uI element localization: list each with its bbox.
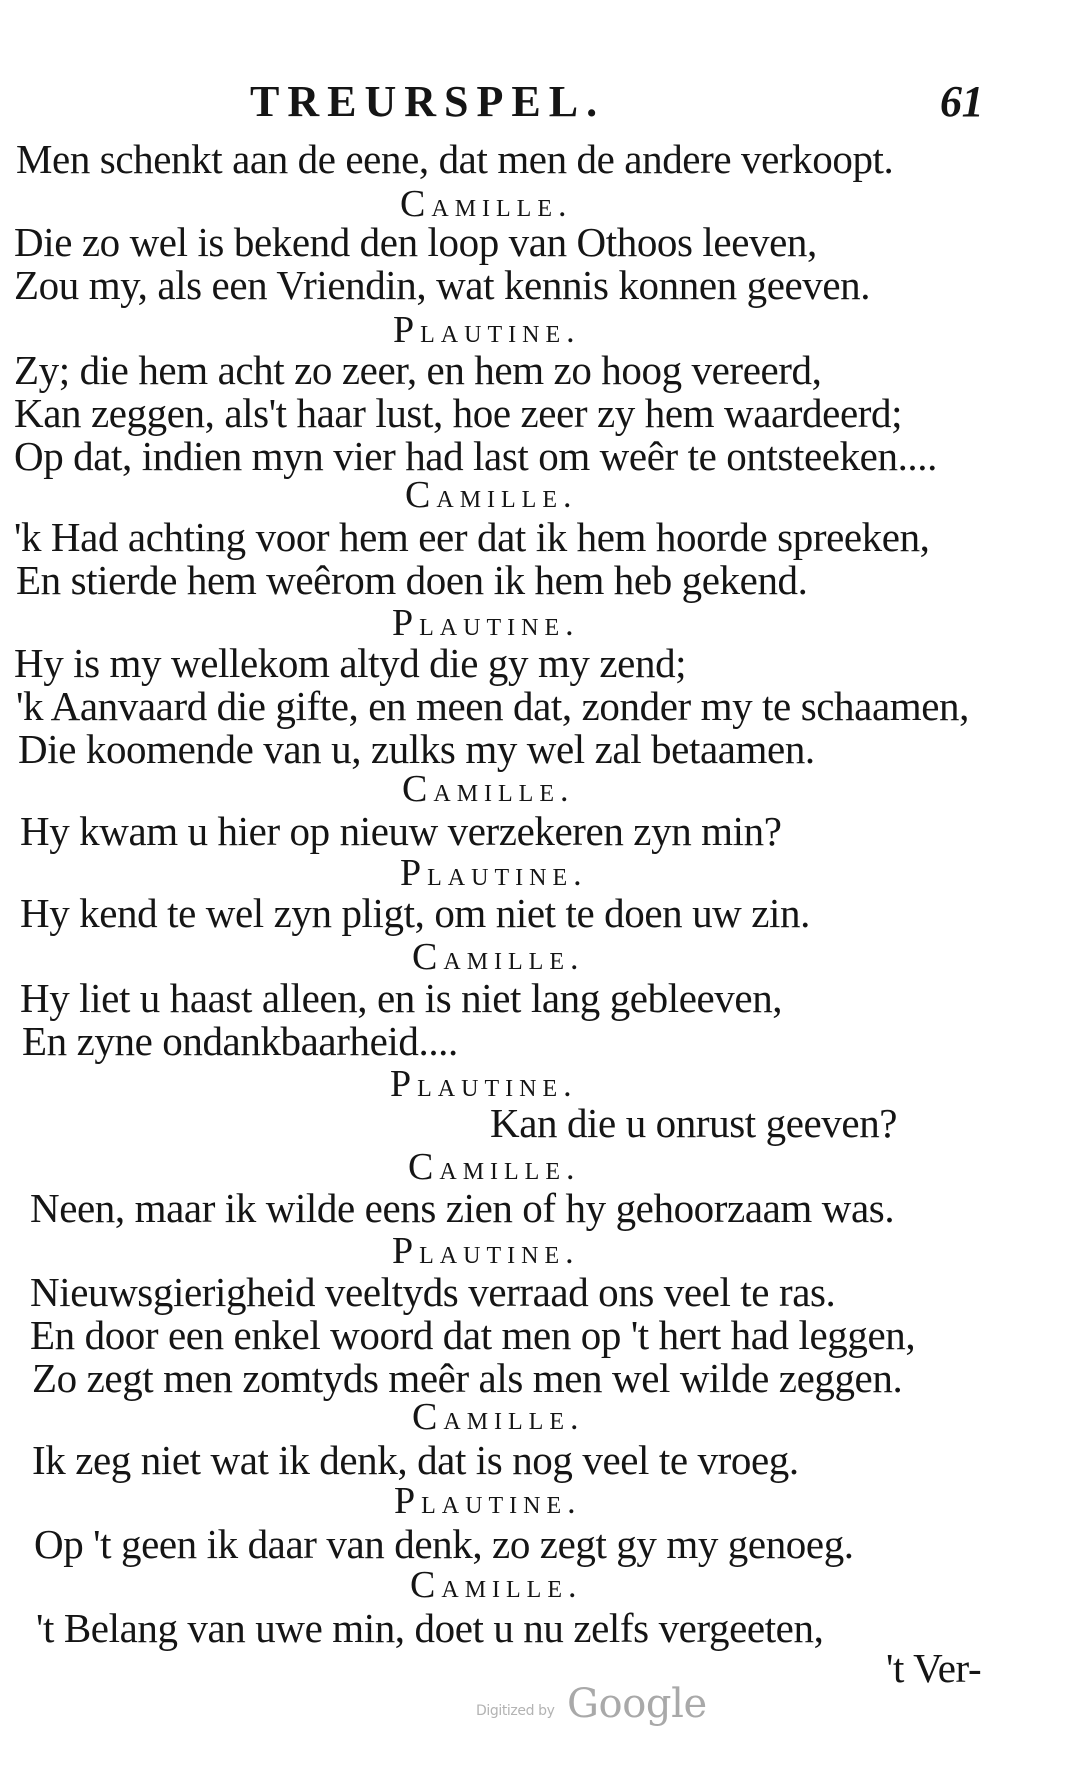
verse-line: Zo zegt men zomtyds meêr als men wel wilde zeggen. [32, 1355, 903, 1401]
speaker-name: Camille. [405, 474, 578, 516]
running-title: TREURSPEL. [250, 77, 606, 126]
page-number: 61 [940, 77, 984, 126]
verse-line: 't Belang van uwe min, doet u nu zelfs vergeeten, [36, 1605, 824, 1651]
speaker-name: Camille. [412, 1396, 585, 1438]
verse-line: En door een enkel woord dat men op 't hert had leggen, [30, 1312, 916, 1358]
verse-line: Die koomende van u, zulks my wel zal betaamen. [18, 726, 815, 772]
speaker-name: Camille. [410, 1564, 583, 1606]
verse-line: Kan die u onrust geeven? [490, 1100, 898, 1146]
verse-line: En zyne ondankbaarheid.... [22, 1018, 458, 1064]
verse-line: Zy; die hem acht zo zeer, en hem zo hoog vereerd, [14, 347, 822, 393]
digitized-by-label: Digitized by [476, 1703, 555, 1719]
speaker-name: Camille. [402, 768, 575, 810]
verse-line: Hy liet u haast alleen, en is niet lang gebleeven, [20, 975, 783, 1021]
verse-line: Op dat, indien myn vier had last om weêr te ontsteeken.... [14, 433, 937, 479]
verse-line: Op 't geen ik daar van denk, zo zegt gy my genoeg. [34, 1521, 854, 1567]
speaker-name: Plautine. [392, 602, 580, 644]
verse-line: Hy kwam u hier op nieuw verzekeren zyn min? [20, 808, 782, 854]
speaker-name: Plautine. [394, 1480, 582, 1522]
verse-line: Zou my, als een Vriendin, wat kennis konnen geeven. [14, 262, 871, 308]
verse-line: 'k Had achting voor hem eer dat ik hem hoorde spreeken, [14, 514, 930, 560]
verse-line: Kan zeggen, als't haar lust, hoe zeer zy hem waardeerd; [14, 390, 903, 436]
speaker-name: Plautine. [400, 852, 588, 894]
verse-line: Men schenkt aan de eene, dat men de andere verkoopt. [16, 136, 894, 182]
speaker-name: Plautine. [393, 309, 581, 351]
verse-line: Hy kend te wel zyn pligt, om niet te doen uw zin. [20, 890, 810, 936]
speaker-name: Plautine. [390, 1063, 578, 1105]
speaker-name: Plautine. [392, 1230, 580, 1272]
verse-line: En stierde hem weêrom doen ik hem heb gekend. [16, 557, 808, 603]
speaker-name: Camille. [412, 936, 585, 978]
google-wordmark: Google [567, 1681, 707, 1727]
verse-line: Hy is my wellekom altyd die gy my zend; [14, 640, 687, 686]
verse-line: Nieuwsgierigheid veeltyds verraad ons veel te ras. [30, 1269, 836, 1315]
speaker-name: Camille. [400, 183, 573, 225]
verse-line: Neen, maar ik wilde eens zien of hy gehoorzaam was. [30, 1185, 895, 1231]
verse-line: Ik zeg niet wat ik denk, dat is nog veel te vroeg. [32, 1437, 799, 1483]
verse-line: 'k Aanvaard die gifte, en meen dat, zonder my te schaamen, [16, 683, 969, 729]
verse-line: Die zo wel is bekend den loop van Othoos leeven, [14, 219, 817, 265]
speaker-name: Camille. [408, 1146, 581, 1188]
catchword: 't Ver- [886, 1645, 982, 1691]
